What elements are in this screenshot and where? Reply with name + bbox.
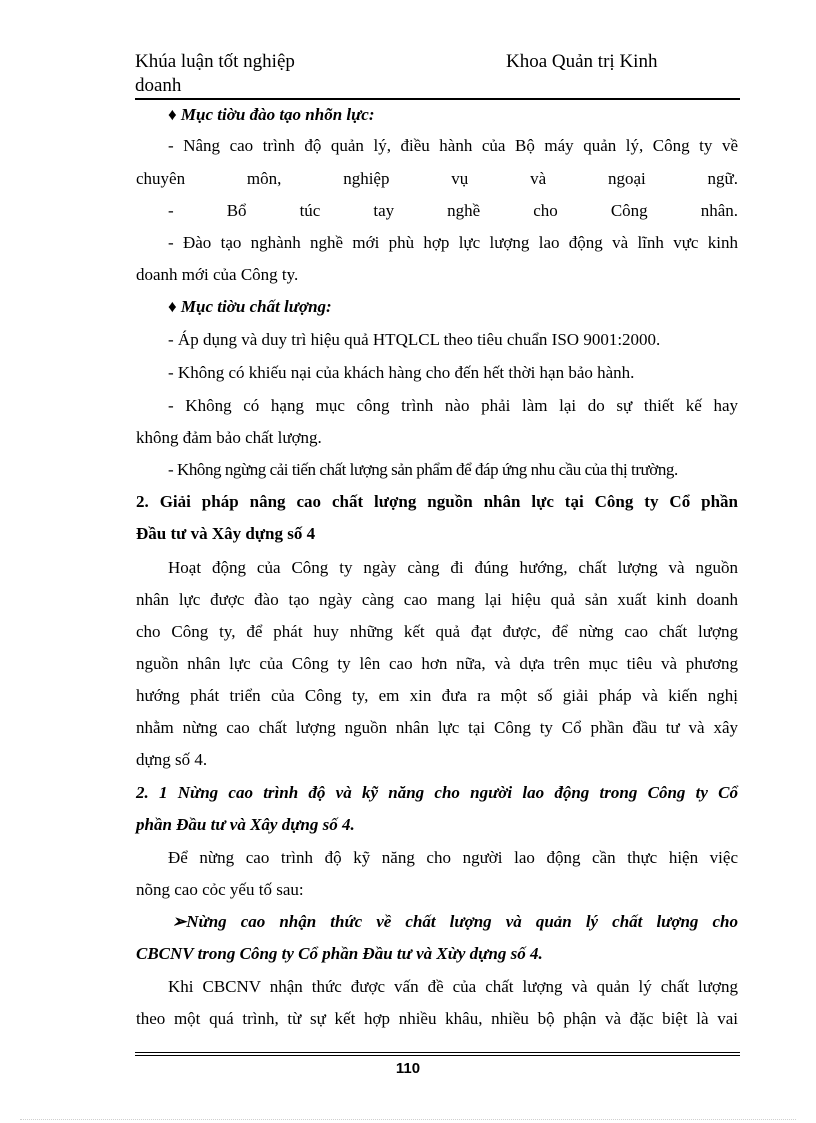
header-rule: [135, 98, 740, 100]
section-heading-2: 2. Giải pháp nâng cao chất lượng nguồn nhân lực tại Công ty Cổ phần: [136, 492, 738, 511]
body-line: - Không ngừng cải tiến chất lượng sản phẩm để đáp ứng nhu cầu của thị trường.: [168, 460, 678, 479]
body-line: cho Công ty, để phát huy những kết quả đạt được, để nừng cao chất lượng: [136, 622, 738, 641]
body-line: Để nừng cao trình độ kỹ năng cho người lao động cần thực hiện việc: [168, 848, 738, 867]
body-line: - Không có hạng mục công trình nào phải làm lại do sự thiết kế hay: [168, 396, 738, 415]
body-line: - Bổ túc tay nghề cho Công nhân.: [168, 201, 738, 220]
body-line: Hoạt động của Công ty ngày càng đi đúng hướng, chất lượng và nguồn: [168, 558, 738, 577]
body-line: nguồn nhân lực của Công ty lên cao hơn nữa, và dựa trên mục tiêu và phương: [136, 654, 738, 673]
header-left-line1: Khúa luận tốt nghiệp: [135, 51, 295, 72]
running-header-right: Khoa Quản trị Kinh: [506, 51, 658, 72]
page-edge-dots: [20, 1119, 796, 1120]
body-line: doanh mới của Công ty.: [136, 265, 299, 284]
bullet-heading: ➢Nừng cao nhận thức về chất lượng và quản lý chất lượng cho: [172, 912, 738, 931]
body-line: không đảm bảo chất lượng.: [136, 428, 322, 447]
body-line: nõng cao cỏc yếu tố sau:: [136, 880, 304, 899]
body-line: hướng phát triển của Công ty, em xin đưa ra một số giải pháp và kiến nghị: [136, 686, 738, 705]
body-line: nhân lực được đào tạo ngày càng cao mang lại hiệu quả sản xuất kinh doanh: [136, 590, 738, 609]
subsection-heading-2-1-cont: phần Đầu tư và Xây dựng số 4.: [136, 815, 355, 834]
running-header-left: [135, 50, 295, 98]
objective-heading-training: ♦ Mục tiờu đào tạo nhõn lực:: [168, 105, 375, 124]
body-line: Khi CBCNV nhận thức được vấn đề của chất lượng và quản lý chất lượng: [168, 977, 738, 996]
section-heading-2-cont: Đầu tư và Xây dựng số 4: [136, 524, 316, 543]
objective-heading-quality: ♦ Mục tiờu chất lượng:: [168, 297, 332, 316]
body-line: chuyên môn, nghiệp vụ và ngoại ngữ.: [136, 169, 738, 188]
page-number: 110: [395, 1060, 421, 1077]
header-left-line2: doanh: [135, 75, 182, 96]
body-line: - Áp dụng và duy trì hiệu quả HTQLCL theo tiêu chuẩn ISO 9001:2000.: [168, 330, 661, 349]
body-line: - Nâng cao trình độ quản lý, điều hành của Bộ máy quản lý, Công ty về: [168, 136, 738, 155]
footer-rule-bottom: [135, 1055, 740, 1056]
body-line: - Không có khiếu nại của khách hàng cho đến hết thời hạn bảo hành.: [168, 363, 635, 382]
body-line: dựng số 4.: [136, 750, 208, 769]
footer-rule-top: [135, 1052, 740, 1053]
body-line: nhằm nừng cao chất lượng nguồn nhân lực tại Công ty Cổ phần đầu tư và xây: [136, 718, 738, 737]
body-line: - Đào tạo nghành nghề mới phù hợp lực lượng lao động và lĩnh vực kinh: [168, 233, 738, 252]
subsection-heading-2-1: 2. 1 Nừng cao trình độ và kỹ năng cho người lao động trong Công ty Cổ: [136, 783, 738, 802]
bullet-heading-cont: CBCNV trong Công ty Cổ phần Đầu tư và Xừy dựng số 4.: [136, 944, 543, 963]
body-line: theo một quá trình, từ sự kết hợp nhiều khâu, nhiều bộ phận và đặc biệt là vai: [136, 1009, 738, 1028]
